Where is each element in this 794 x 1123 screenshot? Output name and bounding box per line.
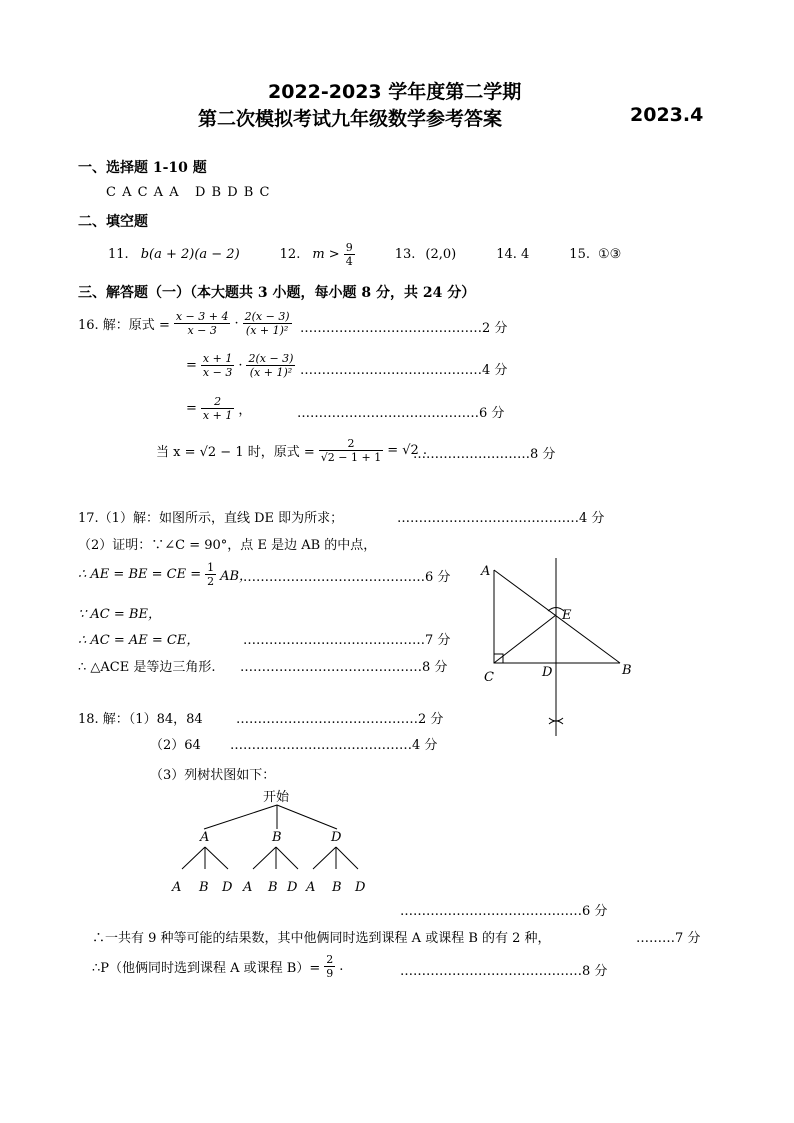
title-line-2: 第二次模拟考试九年级数学参考答案	[198, 108, 503, 130]
q16-label: 16. 解：原式 =	[78, 318, 170, 333]
q18-score-3: ……………………………………6 分	[400, 904, 608, 919]
q16-line-1: 16. 解：原式 = $\frac{x - 3 + 4}{x - 3}$ · $\frac{2(x - 3)}{\text{(x + 1)²}}$	[78, 310, 290, 337]
q18-line-1: 18. 解：（1）84，84	[78, 712, 203, 727]
q16-fraction-5: $\frac{2}{x + 1}$	[202, 395, 233, 422]
figure-label-b: B	[622, 663, 632, 678]
section-2-heading: 二、填空题	[78, 214, 148, 230]
q12-number: 12.	[279, 247, 301, 262]
q18-score-5: ……………………………………8 分	[400, 964, 608, 979]
q16-when: 当 x = √2 − 1 时，原式 =	[156, 445, 315, 460]
tree-l2-8: B	[332, 880, 342, 895]
figure-label-a: A	[481, 564, 491, 579]
figure-label-d: D	[542, 665, 553, 680]
tree-l1-d: D	[331, 830, 342, 845]
tree-l1-a: A	[200, 830, 210, 845]
q16-fraction-6: $\frac{2}{√2 - 1 + 1}$	[320, 437, 382, 464]
q18-line-2: （2）64	[150, 738, 201, 753]
q17-score-3: ……………………………………6 分	[243, 570, 451, 585]
q16-line-4	[156, 437, 427, 464]
section-3-heading: 三、解答题（一）（本大题共 3 小题，每小题 8 分，共 24 分）	[78, 285, 476, 301]
tree-l2-1: A	[172, 880, 182, 895]
q18-score-1: ……………………………………2 分	[236, 712, 444, 727]
q17-line-3: ∴ AE = BE = CE = $\frac{1}{2}$ AB，	[78, 561, 253, 588]
figure-label-c: C	[484, 670, 494, 685]
q16-fraction-2: $\frac{2(x - 3)}{\text{(x + 1)²}}$	[244, 310, 290, 337]
q15-number: 15.	[569, 247, 590, 262]
q18-line-4: ∴一共有 9 种等可能的结果数，其中他俩同时选到课程 A 或课程 B 的有 2 种，	[92, 931, 551, 946]
q17-line-5: ∴ AC = AE = CE，	[78, 633, 200, 648]
tree-l2-3: D	[222, 880, 233, 895]
q18-score-4: ………7 分	[636, 931, 701, 946]
q18-probability-fraction: $\frac{2}{9}$	[326, 953, 334, 980]
q13-answer: (2,0)	[425, 247, 457, 262]
q13-number: 13.	[394, 247, 416, 262]
q16-line-2: = $\frac{x + 1}{x - 3}$ · $\frac{2(x - 3)}{\text{(x + 1)²}}$	[186, 352, 294, 379]
q18-score-2: ……………………………………4 分	[230, 738, 438, 753]
tree-l2-5: B	[268, 880, 278, 895]
title-line-1: 2022-2023 学年度第二学期	[268, 81, 522, 103]
q16-score-2: ……………………………………4 分	[300, 363, 508, 378]
q15-answer: ①③	[597, 247, 622, 262]
section-1-heading: 一、选择题 1-10 题	[78, 160, 207, 176]
q17-score-1: ……………………………………4 分	[397, 511, 605, 526]
tree-root: 开始	[263, 790, 290, 805]
tree-l2-2: B	[199, 880, 209, 895]
q16-fraction-4: $\frac{2(x - 3)}{\text{(x + 1)²}}$	[248, 352, 294, 379]
q16-score-3: ……………………………………6 分	[297, 406, 505, 421]
q16-fraction-1: $\frac{x - 3 + 4}{x - 3}$	[175, 310, 229, 337]
choice-answers: C A C A A D B D B C	[106, 185, 271, 200]
q14-answer: 14. 4	[496, 247, 530, 262]
q17-triangle-figure	[470, 558, 650, 743]
tree-l2-6: D	[287, 880, 298, 895]
q17-line-2: （2）证明：∵∠C = 90°，点 E 是边 AB 的中点，	[78, 538, 377, 553]
q12-fraction: $\frac{9}{4}$	[345, 241, 353, 268]
q11-number: 11.	[108, 247, 129, 262]
tree-l2-9: D	[355, 880, 366, 895]
q17-line-4: ∵ AC = BE，	[78, 607, 161, 622]
fill-answers-row	[108, 241, 621, 268]
q16-fraction-3: $\frac{x + 1}{x - 3}$	[202, 352, 233, 379]
q16-score-1: ……………………………………2 分	[300, 321, 508, 336]
q12-lhs: m >	[312, 247, 340, 262]
tree-l2-4: A	[243, 880, 253, 895]
q17-score-5: ……………………………………7 分	[243, 633, 451, 648]
q18-line-5: ∴P（他俩同时选到课程 A 或课程 B）= $\frac{2}{9}$ .	[92, 953, 344, 980]
title-date: 2023.4	[630, 104, 704, 126]
q17-score-6: ……………………………………8 分	[240, 660, 448, 675]
q18-line-3: （3）列树状图如下：	[150, 768, 276, 783]
q17-half-fraction: $\frac{1}{2}$	[207, 561, 215, 588]
q17-line-6: ∴ △ACE 是等边三角形.	[78, 660, 216, 675]
tree-l1-b: B	[272, 830, 282, 845]
figure-label-e: E	[562, 608, 572, 623]
q11-answer: b(a + 2)(a − 2)	[140, 247, 240, 262]
q16-result: = √2 .	[387, 443, 428, 458]
q16-line-3: = $\frac{2}{x + 1}$ ，	[186, 395, 252, 422]
q16-score-4: ………………………8 分	[413, 447, 556, 462]
tree-l2-7: A	[306, 880, 316, 895]
q18-tree-diagram	[160, 785, 400, 900]
q17-line-1: 17.（1）解：如图所示，直线 DE 即为所求；	[78, 511, 344, 526]
